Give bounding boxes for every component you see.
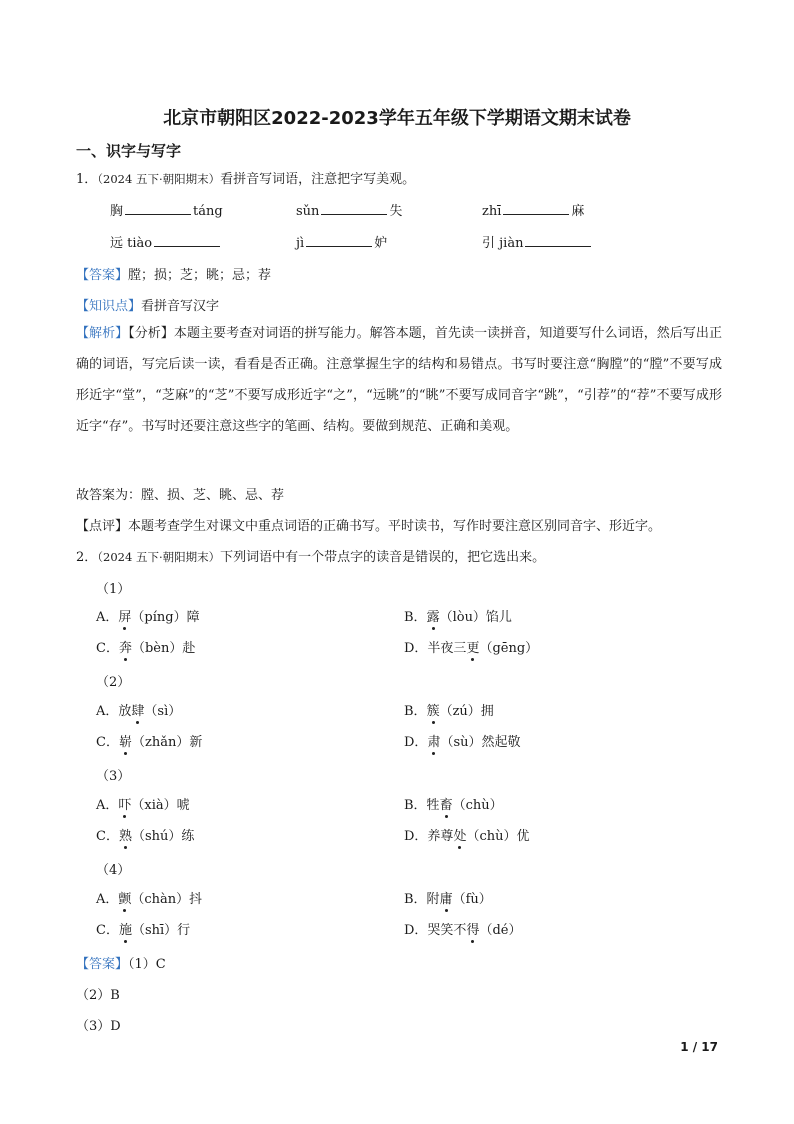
pinyin-item: 引 jiàn [482, 232, 593, 251]
page-number: 1 / 17 [680, 1040, 718, 1054]
answer-blank[interactable] [321, 201, 387, 215]
analysis-paragraph [76, 318, 722, 442]
subquestion-label: （1） [96, 582, 131, 597]
question-2-stem: 2．（2024 五下·朝阳期末）下列词语中有一个带点字的读音是错误的，把它选出来。 [76, 550, 546, 565]
option-b[interactable]: B．露（lòu）馅儿 [404, 610, 512, 625]
pinyin-item: 胸 táng [110, 200, 223, 219]
answer-tag: 【答案】 [76, 957, 129, 972]
answer-text: （1）C [128, 957, 166, 972]
analysis-text: 【分析】本题主要考查对词语的拼写能力。解答本题，首先读一读拼音，知道要写什么词语，然后写出正确的词语，写完后读一读，看看是否正确。注意掌握生字的结构和易错点。书写时要注意“胸膛”的“膛”不要写成形近字“堂”，“芝麻”的“芝”不要写成形近字“之”，“远眺”的“眺”不要写成同音字“跳”，“引荐”的“荐”不要写成形近字“存”。书写时还要注意这些字的笔画、结构。要做到规范、正确和美观。 [76, 326, 722, 434]
answer-line: （2）B [76, 988, 120, 1003]
option-a[interactable]: A．屏（píng）障 [96, 610, 200, 625]
pinyin-item: zhī 麻 [482, 200, 584, 219]
answer-blank[interactable] [525, 233, 591, 247]
option-c[interactable]: C．崭（zhǎn）新 [96, 735, 203, 750]
option-d[interactable]: D．半夜三更（gēng） [404, 641, 539, 656]
option-b[interactable]: B．簇（zú）拥 [404, 704, 494, 719]
answer-tag: 【答案】 [76, 268, 129, 283]
answer-blank[interactable] [306, 233, 372, 247]
question-number: 2． [76, 550, 98, 565]
option-b[interactable]: B．牲畜（chù） [404, 798, 503, 813]
knowledge-point-text: 看拼音写汉字 [141, 299, 220, 314]
question-source: （2024 五下·朝阳期末） [97, 550, 221, 564]
pinyin-item: sǔn 失 [296, 200, 402, 219]
question-number: 1． [76, 172, 98, 187]
answer-line: （3）D [76, 1019, 121, 1034]
question-source: （2024 五下·朝阳期末） [97, 172, 221, 186]
question-prompt: 看拼音写词语，注意把字写美观。 [220, 172, 416, 187]
option-c[interactable]: C．熟（shú）练 [96, 829, 195, 844]
option-d[interactable]: D．哭笑不得（dé） [404, 923, 522, 938]
knowledge-point-tag: 【知识点】 [76, 299, 142, 314]
comment-line: 【点评】本题考查学生对课文中重点词语的正确书写。平时读书，写作时要注意区别同音字、形近字。 [76, 519, 662, 534]
subquestion-label: （4） [96, 863, 131, 878]
final-answer-line: 故答案为：膛、损、芝、眺、忌、荐 [76, 488, 285, 503]
option-a[interactable]: A．颤（chàn）抖 [96, 892, 203, 907]
option-c[interactable]: C．奔（bèn）赴 [96, 641, 196, 656]
option-b[interactable]: B．附庸（fù） [404, 892, 492, 907]
option-a[interactable]: A．吓（xià）唬 [96, 798, 190, 813]
subquestion-label: （2） [96, 675, 131, 690]
option-c[interactable]: C．施（shī）行 [96, 923, 191, 938]
analysis-tag: 【解析】 [76, 326, 129, 341]
answer-blank[interactable] [503, 201, 569, 215]
answer-blank[interactable] [125, 201, 191, 215]
option-d[interactable]: D．肃（sù）然起敬 [404, 735, 521, 750]
answer-line [76, 953, 166, 972]
pinyin-item: 远 tiào [110, 232, 222, 251]
answer-line [76, 264, 271, 283]
page-title: 北京市朝阳区2022-2023学年五年级下学期语文期末试卷 [163, 108, 631, 129]
pinyin-item: jì 妒 [296, 232, 387, 251]
section-heading: 一、识字与写字 [76, 142, 182, 160]
knowledge-point-line [76, 295, 219, 314]
question-1-stem [76, 168, 415, 187]
option-a[interactable]: A．放肆（sì） [96, 704, 182, 719]
subquestion-label: （3） [96, 769, 131, 784]
answer-blank[interactable] [154, 233, 220, 247]
emphasized-word: 错误 [415, 550, 442, 565]
answer-text: 膛；损；芝；眺；忌；荐 [128, 268, 272, 283]
option-d[interactable]: D．养尊处（chù）优 [404, 829, 530, 844]
